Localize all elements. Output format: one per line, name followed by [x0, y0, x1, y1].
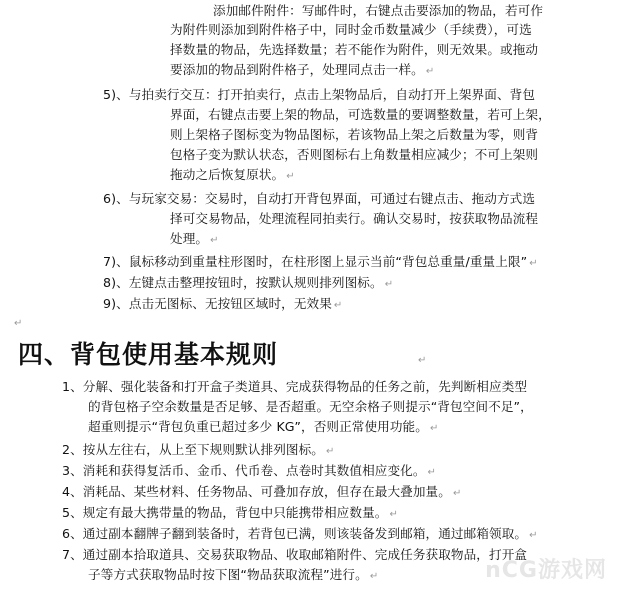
paragraph-mark: ↵ — [418, 355, 428, 366]
paragraph-mark: ↵ — [427, 467, 437, 478]
list-item-6: 6)、与玩家交易：交易时，自动打开背包界面，可通过右键点击、拖动方式选 — [103, 191, 536, 206]
rule-item-1-line: 超重则提示“背包负重已超过多少 KG”，否则正常使用功能。 ↵ — [88, 419, 439, 434]
rule-item-7: 7、通过副本拾取道具、交易获取物品、收取邮箱附件、完成任务获取物品，打开盒 — [62, 547, 528, 562]
list-item-6-line: 择可交易物品，处理流程同拍卖行。确认交易时，按获取物品流程 — [170, 211, 539, 226]
paragraph-mark: ↵ — [389, 509, 398, 520]
paragraph-mark: ↵ — [326, 446, 335, 457]
list-item-5-line: 界面，右键点击要上架的物品，可选数量的要调整数量，若可上架， — [170, 107, 551, 122]
watermark: nCG游戏网 — [485, 558, 607, 583]
paragraph-mark: ↵ — [286, 171, 295, 182]
paragraph-line: 为附件则添加到附件格子中，同时金币数量减少（手续费），可选 — [170, 22, 532, 37]
paragraph-mark: ↵ — [369, 571, 379, 582]
list-item-5: 5)、与拍卖行交互：打开拍卖行，点击上架物品后，自动打开上架界面、背包 — [103, 87, 536, 102]
list-item-9: 9)、点击无图标、无按钮区域时，无效果 ↵ — [103, 296, 343, 311]
rule-item-2: 2、按从左往右，从上至下规则默认排列图标。 ↵ — [62, 442, 335, 457]
rule-item-1: 1、分解、强化装备和打开盒子类道具、完成获得物品的任务之前，先判断相应类型 — [62, 379, 528, 394]
rule-item-1-line: 的背包格子空余数量是否足够、是否超重。无空余格子则提示“背包空间不足”， — [88, 399, 533, 414]
paragraph-mark: ↵ — [333, 300, 343, 311]
section-heading: 四、背包使用基本规则 ↵ — [18, 340, 428, 369]
list-item-5-line: 则上架格子图标变为物品图标，若该物品上架之后数量为零，则背 — [170, 127, 539, 142]
rule-item-3: 3、消耗和获得复活币、金币、代币卷、点卷时其数值相应变化。 ↵ — [62, 463, 437, 478]
list-item-7: 7)、鼠标移动到重量柱形图时，在柱形图上显示当前“背包总重量/重量上限” ↵ — [103, 254, 538, 269]
rule-item-6: 6、通过副本翻牌子翻到装备时，若背包已满，则该装备发到邮箱，通过邮箱领取。 ↵ — [62, 526, 538, 541]
rule-item-4: 4、消耗品、某些材料、任务物品、可叠加存放，但存在最大叠加量。 ↵ — [62, 484, 462, 499]
rule-item-7-line: 子等方式获取物品时按下图“物品获取流程”进行。 ↵ — [88, 567, 379, 582]
rule-item-5: 5、规定有最大携带量的物品，背包中只能携带相应数量。 ↵ — [62, 505, 398, 520]
list-item-5-line: 拖动之后恢复原状。 ↵ — [170, 167, 295, 182]
paragraph-mark: ↵ — [452, 488, 462, 499]
paragraph-mark: ↵ — [529, 530, 538, 541]
list-item-8: 8)、左键点击整理按钮时，按默认规则排列图标。 ↵ — [103, 275, 394, 290]
paragraph-mark: ↵ — [429, 423, 439, 434]
paragraph-line: 添加邮件附件：写邮件时，右键点击要添加的物品，若可作 — [213, 3, 544, 18]
paragraph-line: 择数量的物品，先选择数量；若不能作为附件，则无效果。或拖动 — [170, 42, 539, 57]
paragraph-mark: ↵ — [384, 279, 394, 290]
list-item-5-line: 包格子变为默认状态，否则图标右上角数量相应减少；不可上架则 — [170, 147, 539, 162]
list-item-6-line: 处理。 ↵ — [170, 231, 219, 246]
paragraph-mark: ↵ — [210, 235, 219, 246]
paragraph-mark: ↵ — [529, 258, 538, 269]
paragraph-mark: ↵ — [425, 66, 435, 77]
paragraph-line: 要添加的物品到附件格子，处理同点击一样。 ↵ — [170, 62, 435, 77]
empty-paragraph-mark: ↵ — [14, 318, 23, 329]
